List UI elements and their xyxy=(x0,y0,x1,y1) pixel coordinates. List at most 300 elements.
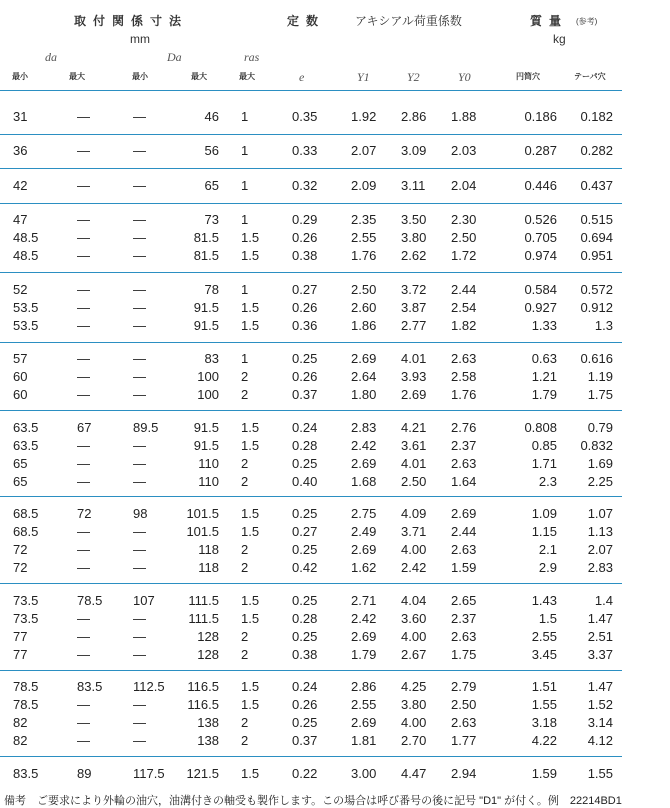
cell-mass-cyl: 0.446 xyxy=(524,178,557,193)
cell-Y2: 3.72 xyxy=(401,282,427,297)
cell-ras-max: 1.5 xyxy=(241,230,260,245)
table-row xyxy=(0,437,670,455)
cell-Da-min: — xyxy=(133,230,146,245)
table-row xyxy=(0,646,670,664)
header-constant: 定数 xyxy=(287,14,326,28)
symbol-e: e xyxy=(299,70,305,84)
cell-mass-cyl: 1.43 xyxy=(531,593,557,608)
cell-mass-taper: 1.47 xyxy=(587,611,613,626)
cell-da-min: 77 xyxy=(13,647,28,662)
cell-mass-cyl: 0.63 xyxy=(531,351,557,366)
cell-da-max: — xyxy=(77,456,90,471)
cell-mass-taper: 0.616 xyxy=(580,351,613,366)
cell-Y2: 3.93 xyxy=(401,369,427,384)
cell-da-min: 48.5 xyxy=(13,230,39,245)
cell-mass-taper: 0.182 xyxy=(580,109,613,124)
cell-Y1: 1.81 xyxy=(351,733,377,748)
cell-e: 0.25 xyxy=(292,506,318,521)
cell-mass-cyl: 0.85 xyxy=(531,438,557,453)
table-row xyxy=(0,281,670,299)
cell-Da-min: — xyxy=(133,611,146,626)
table-row xyxy=(0,368,670,386)
cell-mass-cyl: 3.18 xyxy=(531,715,557,730)
cell-Y0: 2.03 xyxy=(451,143,477,158)
cell-da-min: 72 xyxy=(13,542,28,557)
cell-Da-max: 116.5 xyxy=(187,697,219,712)
cell-da-max: — xyxy=(77,351,90,366)
cell-Y1: 1.68 xyxy=(351,474,377,489)
cell-Da-min: — xyxy=(133,109,146,124)
table-row xyxy=(0,765,670,783)
cell-da-min: 65 xyxy=(13,456,28,471)
cell-e: 0.36 xyxy=(292,318,318,333)
label-min-Da: 最小 xyxy=(132,72,148,81)
cell-da-min: 53.5 xyxy=(13,300,39,315)
cell-Y2: 3.80 xyxy=(401,697,427,712)
label-cylindrical-bore: 円筒穴 xyxy=(516,72,540,81)
table-row xyxy=(0,628,670,646)
cell-mass-taper: 2.83 xyxy=(587,560,613,575)
symbol-da: da xyxy=(45,50,57,64)
cell-e: 0.37 xyxy=(292,387,318,402)
cell-ras-max: 2 xyxy=(241,560,249,575)
cell-Y2: 3.60 xyxy=(401,611,427,626)
cell-Da-min: 117.5 xyxy=(133,766,165,781)
symbol-ras: ras xyxy=(244,50,260,64)
cell-mass-taper: 3.14 xyxy=(587,715,613,730)
header-mass: 質量 xyxy=(530,14,569,28)
cell-ras-max: 2 xyxy=(241,733,249,748)
table-row xyxy=(0,108,670,126)
cell-mass-cyl: 1.59 xyxy=(531,766,557,781)
cell-ras-max: 1 xyxy=(241,178,249,193)
table-row xyxy=(0,142,670,160)
cell-mass-taper: 0.912 xyxy=(580,300,613,315)
cell-e: 0.38 xyxy=(292,248,318,263)
cell-ras-max: 2 xyxy=(241,715,249,730)
cell-Y1: 2.50 xyxy=(351,282,377,297)
cell-mass-cyl: 2.1 xyxy=(538,542,557,557)
cell-Da-max: 138 xyxy=(197,733,219,748)
table-row xyxy=(0,505,670,523)
cell-Y0: 2.44 xyxy=(451,282,477,297)
cell-da-max: — xyxy=(77,629,90,644)
cell-Y1: 1.62 xyxy=(351,560,377,575)
cell-da-min: 72 xyxy=(13,560,28,575)
cell-da-min: 36 xyxy=(13,143,28,158)
cell-da-max: 78.5 xyxy=(77,593,103,608)
table-row xyxy=(0,610,670,628)
cell-mass-taper: 0.437 xyxy=(580,178,613,193)
cell-ras-max: 2 xyxy=(241,629,249,644)
cell-mass-cyl: 0.186 xyxy=(524,109,557,124)
cell-Da-min: — xyxy=(133,178,146,193)
cell-Da-max: 118 xyxy=(198,542,219,557)
cell-mass-cyl: 0.927 xyxy=(524,300,557,315)
cell-mass-cyl: 1.71 xyxy=(531,456,557,471)
cell-mass-taper: 0.832 xyxy=(580,438,613,453)
cell-da-max: 67 xyxy=(77,420,92,435)
cell-mass-cyl: 1.5 xyxy=(538,611,557,626)
cell-Y1: 2.35 xyxy=(351,212,377,227)
cell-da-min: 78.5 xyxy=(13,697,39,712)
cell-da-min: 53.5 xyxy=(13,318,39,333)
cell-Da-max: 78 xyxy=(204,282,219,297)
cell-ras-max: 1 xyxy=(241,282,249,297)
cell-da-min: 63.5 xyxy=(13,438,39,453)
cell-Da-min: — xyxy=(133,456,146,471)
cell-mass-taper: 1.4 xyxy=(594,593,613,608)
cell-Da-max: 91.5 xyxy=(193,300,219,315)
cell-ras-max: 1.5 xyxy=(241,524,260,539)
cell-Y1: 2.69 xyxy=(351,456,377,471)
cell-Da-max: 81.5 xyxy=(193,230,219,245)
header-mounting-dimensions: 取付関係寸法 xyxy=(74,14,189,28)
symbol-Y2: Y2 xyxy=(407,70,420,84)
table-row xyxy=(0,678,670,696)
cell-mass-taper: 0.694 xyxy=(580,230,613,245)
table-row xyxy=(0,177,670,195)
cell-Da-min: — xyxy=(133,524,146,539)
cell-da-min: 63.5 xyxy=(13,420,39,435)
cell-Y1: 2.42 xyxy=(351,611,377,626)
group-rule xyxy=(0,342,622,343)
cell-mass-cyl: 2.55 xyxy=(531,629,557,644)
cell-Y0: 2.37 xyxy=(451,438,477,453)
cell-e: 0.27 xyxy=(292,524,318,539)
cell-mass-taper: 1.3 xyxy=(594,318,613,333)
cell-mass-taper: 2.51 xyxy=(587,629,613,644)
cell-Da-min: 112.5 xyxy=(133,679,165,694)
label-tapered-bore: テーパ穴 xyxy=(574,72,606,81)
table-row xyxy=(0,592,670,610)
cell-da-min: 82 xyxy=(13,715,28,730)
cell-Y2: 4.09 xyxy=(401,506,427,521)
cell-mass-cyl: 1.33 xyxy=(531,318,557,333)
cell-Da-max: 46 xyxy=(204,109,219,124)
cell-Y2: 2.77 xyxy=(401,318,427,333)
header-unit-mm: mm xyxy=(130,32,150,46)
cell-Y1: 2.71 xyxy=(351,593,377,608)
cell-ras-max: 1.5 xyxy=(241,697,260,712)
group-rule xyxy=(0,168,622,169)
cell-mass-taper: 0.282 xyxy=(580,143,613,158)
cell-Da-min: 107 xyxy=(133,593,155,608)
table-row xyxy=(0,732,670,750)
cell-Y2: 2.67 xyxy=(401,647,427,662)
cell-mass-cyl: 2.3 xyxy=(538,474,557,489)
cell-e: 0.28 xyxy=(292,611,318,626)
cell-Da-min: — xyxy=(133,560,146,575)
cell-Y2: 3.50 xyxy=(401,212,427,227)
table-row xyxy=(0,317,670,335)
cell-Da-min: — xyxy=(133,369,146,384)
table-row xyxy=(0,299,670,317)
cell-e: 0.29 xyxy=(292,212,318,227)
cell-Y1: 2.69 xyxy=(351,542,377,557)
cell-Y1: 2.69 xyxy=(351,351,377,366)
cell-Da-min: — xyxy=(133,300,146,315)
table-row xyxy=(0,247,670,265)
cell-Y1: 1.76 xyxy=(351,248,377,263)
cell-Da-max: 101.5 xyxy=(186,506,219,521)
cell-e: 0.26 xyxy=(292,697,318,712)
cell-Da-max: 81.5 xyxy=(193,248,219,263)
cell-Y1: 2.55 xyxy=(351,230,377,245)
cell-Da-min: — xyxy=(133,282,146,297)
cell-da-max: 89 xyxy=(77,766,92,781)
cell-mass-taper: 0.515 xyxy=(580,212,613,227)
header-unit-kg: kg xyxy=(553,32,566,46)
cell-Y2: 4.00 xyxy=(401,542,427,557)
footnote: 備考 ご要求により外輪の油穴，油溝付きの軸受も製作します。この場合は呼び番号の後に記号 "D1" が付く。例 22214BD1 xyxy=(4,795,622,807)
cell-Y0: 2.44 xyxy=(451,524,477,539)
table-row xyxy=(0,714,670,732)
cell-Da-max: 100 xyxy=(197,387,219,402)
cell-Y2: 4.47 xyxy=(401,766,427,781)
cell-da-max: — xyxy=(77,715,90,730)
cell-ras-max: 1.5 xyxy=(241,506,260,521)
cell-e: 0.42 xyxy=(292,560,318,575)
cell-ras-max: 2 xyxy=(241,474,249,489)
cell-Da-min: — xyxy=(133,351,146,366)
cell-Da-max: 91.5 xyxy=(193,438,219,453)
cell-Y1: 2.09 xyxy=(351,178,377,193)
cell-da-max: — xyxy=(77,387,90,402)
cell-Y1: 2.75 xyxy=(351,506,377,521)
cell-Y2: 2.50 xyxy=(401,474,427,489)
cell-ras-max: 1 xyxy=(241,143,249,158)
label-max-Da: 最大 xyxy=(191,72,207,81)
cell-e: 0.25 xyxy=(292,456,318,471)
cell-Da-min: — xyxy=(133,647,146,662)
cell-Da-min: 98 xyxy=(133,506,148,521)
cell-da-min: 57 xyxy=(13,351,28,366)
cell-Da-min: 89.5 xyxy=(133,420,159,435)
group-rule xyxy=(0,410,622,411)
cell-Y0: 2.50 xyxy=(451,697,477,712)
cell-Da-min: — xyxy=(133,715,146,730)
cell-Da-max: 101.5 xyxy=(186,524,219,539)
cell-Y0: 1.82 xyxy=(451,318,477,333)
cell-da-min: 31 xyxy=(13,109,28,124)
cell-ras-max: 1.5 xyxy=(241,611,260,626)
cell-Da-max: 73 xyxy=(204,212,219,227)
cell-Da-min: — xyxy=(133,143,146,158)
cell-Da-min: — xyxy=(133,318,146,333)
cell-Y0: 2.63 xyxy=(451,456,477,471)
cell-ras-max: 2 xyxy=(241,542,249,557)
cell-Y0: 1.76 xyxy=(451,387,477,402)
symbol-Y1: Y1 xyxy=(357,70,370,84)
cell-da-max: 72 xyxy=(77,506,92,521)
cell-mass-cyl: 1.21 xyxy=(531,369,557,384)
cell-da-max: — xyxy=(77,178,90,193)
cell-ras-max: 1.5 xyxy=(241,318,260,333)
cell-mass-taper: 0.951 xyxy=(580,248,613,263)
group-rule xyxy=(0,272,622,273)
cell-Da-max: 110 xyxy=(198,456,219,471)
table-row xyxy=(0,559,670,577)
cell-mass-cyl: 1.55 xyxy=(531,697,557,712)
cell-e: 0.24 xyxy=(292,679,318,694)
cell-da-min: 68.5 xyxy=(13,506,39,521)
cell-Da-min: — xyxy=(133,733,146,748)
cell-Da-max: 116.5 xyxy=(187,679,219,694)
cell-e: 0.25 xyxy=(292,351,318,366)
cell-da-max: — xyxy=(77,109,90,124)
cell-ras-max: 1 xyxy=(241,351,249,366)
table-row xyxy=(0,473,670,491)
cell-da-min: 68.5 xyxy=(13,524,39,539)
cell-mass-taper: 1.55 xyxy=(587,766,613,781)
cell-Y0: 2.58 xyxy=(451,369,477,384)
cell-Y1: 2.07 xyxy=(351,143,377,158)
cell-Y1: 2.64 xyxy=(351,369,377,384)
cell-ras-max: 2 xyxy=(241,647,249,662)
cell-e: 0.22 xyxy=(292,766,318,781)
cell-da-min: 60 xyxy=(13,387,28,402)
symbol-Y0: Y0 xyxy=(458,70,471,84)
group-rule xyxy=(0,134,622,135)
cell-Y2: 3.87 xyxy=(401,300,427,315)
cell-Da-max: 118 xyxy=(198,560,219,575)
cell-Y2: 3.11 xyxy=(401,178,426,193)
cell-mass-taper: 1.52 xyxy=(587,697,613,712)
cell-Da-min: — xyxy=(133,629,146,644)
cell-Y0: 2.54 xyxy=(451,300,477,315)
cell-Y0: 2.63 xyxy=(451,715,477,730)
cell-da-max: — xyxy=(77,474,90,489)
cell-ras-max: 1.5 xyxy=(241,679,260,694)
cell-mass-taper: 1.47 xyxy=(587,679,613,694)
symbol-Da: Da xyxy=(167,50,182,64)
cell-e: 0.25 xyxy=(292,542,318,557)
table-row xyxy=(0,523,670,541)
cell-Y0: 2.79 xyxy=(451,679,477,694)
table-row xyxy=(0,386,670,404)
cell-Da-min: — xyxy=(133,474,146,489)
cell-mass-cyl: 1.15 xyxy=(531,524,557,539)
cell-Da-min: — xyxy=(133,248,146,263)
cell-Da-min: — xyxy=(133,438,146,453)
cell-Y1: 1.92 xyxy=(351,109,377,124)
cell-mass-taper: 4.12 xyxy=(587,733,613,748)
cell-Y0: 1.75 xyxy=(451,647,477,662)
cell-da-max: — xyxy=(77,248,90,263)
cell-Y1: 2.60 xyxy=(351,300,377,315)
table-row xyxy=(0,696,670,714)
cell-da-min: 82 xyxy=(13,733,28,748)
cell-Y2: 4.25 xyxy=(401,679,427,694)
cell-Da-max: 128 xyxy=(197,629,219,644)
cell-Y2: 2.69 xyxy=(401,387,427,402)
cell-Y0: 2.69 xyxy=(451,506,477,521)
cell-mass-cyl: 0.808 xyxy=(524,420,557,435)
cell-ras-max: 1 xyxy=(241,109,249,124)
cell-da-max: — xyxy=(77,611,90,626)
cell-Y0: 1.77 xyxy=(451,733,477,748)
cell-da-min: 73.5 xyxy=(13,593,39,608)
cell-mass-cyl: 0.584 xyxy=(524,282,557,297)
cell-Y0: 1.88 xyxy=(451,109,477,124)
cell-ras-max: 1.5 xyxy=(241,593,260,608)
cell-da-min: 78.5 xyxy=(13,679,39,694)
cell-mass-cyl: 1.51 xyxy=(531,679,557,694)
cell-mass-cyl: 0.526 xyxy=(524,212,557,227)
cell-Da-max: 83 xyxy=(204,351,219,366)
cell-e: 0.25 xyxy=(292,715,318,730)
cell-Y0: 1.64 xyxy=(451,474,477,489)
cell-mass-taper: 1.13 xyxy=(587,524,613,539)
cell-da-min: 42 xyxy=(13,178,28,193)
cell-e: 0.26 xyxy=(292,230,318,245)
cell-ras-max: 1.5 xyxy=(241,420,260,435)
cell-da-max: — xyxy=(77,300,90,315)
cell-Y2: 2.70 xyxy=(401,733,427,748)
cell-ras-max: 1.5 xyxy=(241,300,260,315)
cell-ras-max: 2 xyxy=(241,387,249,402)
cell-Y1: 1.79 xyxy=(351,647,377,662)
cell-Y2: 4.01 xyxy=(401,351,427,366)
cell-Da-max: 56 xyxy=(204,143,219,158)
cell-Y1: 2.55 xyxy=(351,697,377,712)
cell-Y2: 4.04 xyxy=(401,593,427,608)
group-rule xyxy=(0,670,622,671)
cell-Y0: 2.04 xyxy=(451,178,477,193)
cell-mass-taper: 0.79 xyxy=(587,420,613,435)
table-row xyxy=(0,541,670,559)
cell-Da-min: — xyxy=(133,387,146,402)
cell-mass-cyl: 2.9 xyxy=(538,560,557,575)
cell-Y1: 3.00 xyxy=(351,766,377,781)
cell-Da-max: 121.5 xyxy=(186,766,219,781)
cell-Y1: 2.86 xyxy=(351,679,377,694)
cell-Da-max: 128 xyxy=(197,647,219,662)
cell-mass-cyl: 4.22 xyxy=(531,733,557,748)
cell-Y1: 2.83 xyxy=(351,420,377,435)
cell-Y0: 2.50 xyxy=(451,230,477,245)
cell-Da-max: 91.5 xyxy=(193,318,219,333)
cell-da-max: — xyxy=(77,647,90,662)
cell-e: 0.24 xyxy=(292,420,318,435)
cell-mass-taper: 1.75 xyxy=(587,387,613,402)
cell-Y2: 3.80 xyxy=(401,230,427,245)
cell-Y2: 4.00 xyxy=(401,629,427,644)
cell-mass-taper: 0.572 xyxy=(580,282,613,297)
cell-mass-taper: 3.37 xyxy=(587,647,613,662)
cell-ras-max: 2 xyxy=(241,369,249,384)
cell-da-min: 48.5 xyxy=(13,248,39,263)
cell-e: 0.33 xyxy=(292,143,318,158)
cell-Y0: 2.37 xyxy=(451,611,477,626)
cell-Y0: 2.63 xyxy=(451,542,477,557)
cell-mass-taper: 2.07 xyxy=(587,542,613,557)
label-max-da: 最大 xyxy=(69,72,85,81)
cell-da-min: 65 xyxy=(13,474,28,489)
cell-Da-max: 91.5 xyxy=(193,420,219,435)
cell-Da-min: — xyxy=(133,697,146,712)
label-min-da: 最小 xyxy=(12,72,28,81)
cell-Y0: 1.59 xyxy=(451,560,477,575)
cell-mass-cyl: 1.09 xyxy=(531,506,557,521)
cell-Da-max: 100 xyxy=(197,369,219,384)
cell-da-min: 73.5 xyxy=(13,611,39,626)
cell-Y0: 2.30 xyxy=(451,212,477,227)
cell-da-max: 83.5 xyxy=(77,679,103,694)
cell-Y1: 2.69 xyxy=(351,715,377,730)
cell-da-max: — xyxy=(77,733,90,748)
